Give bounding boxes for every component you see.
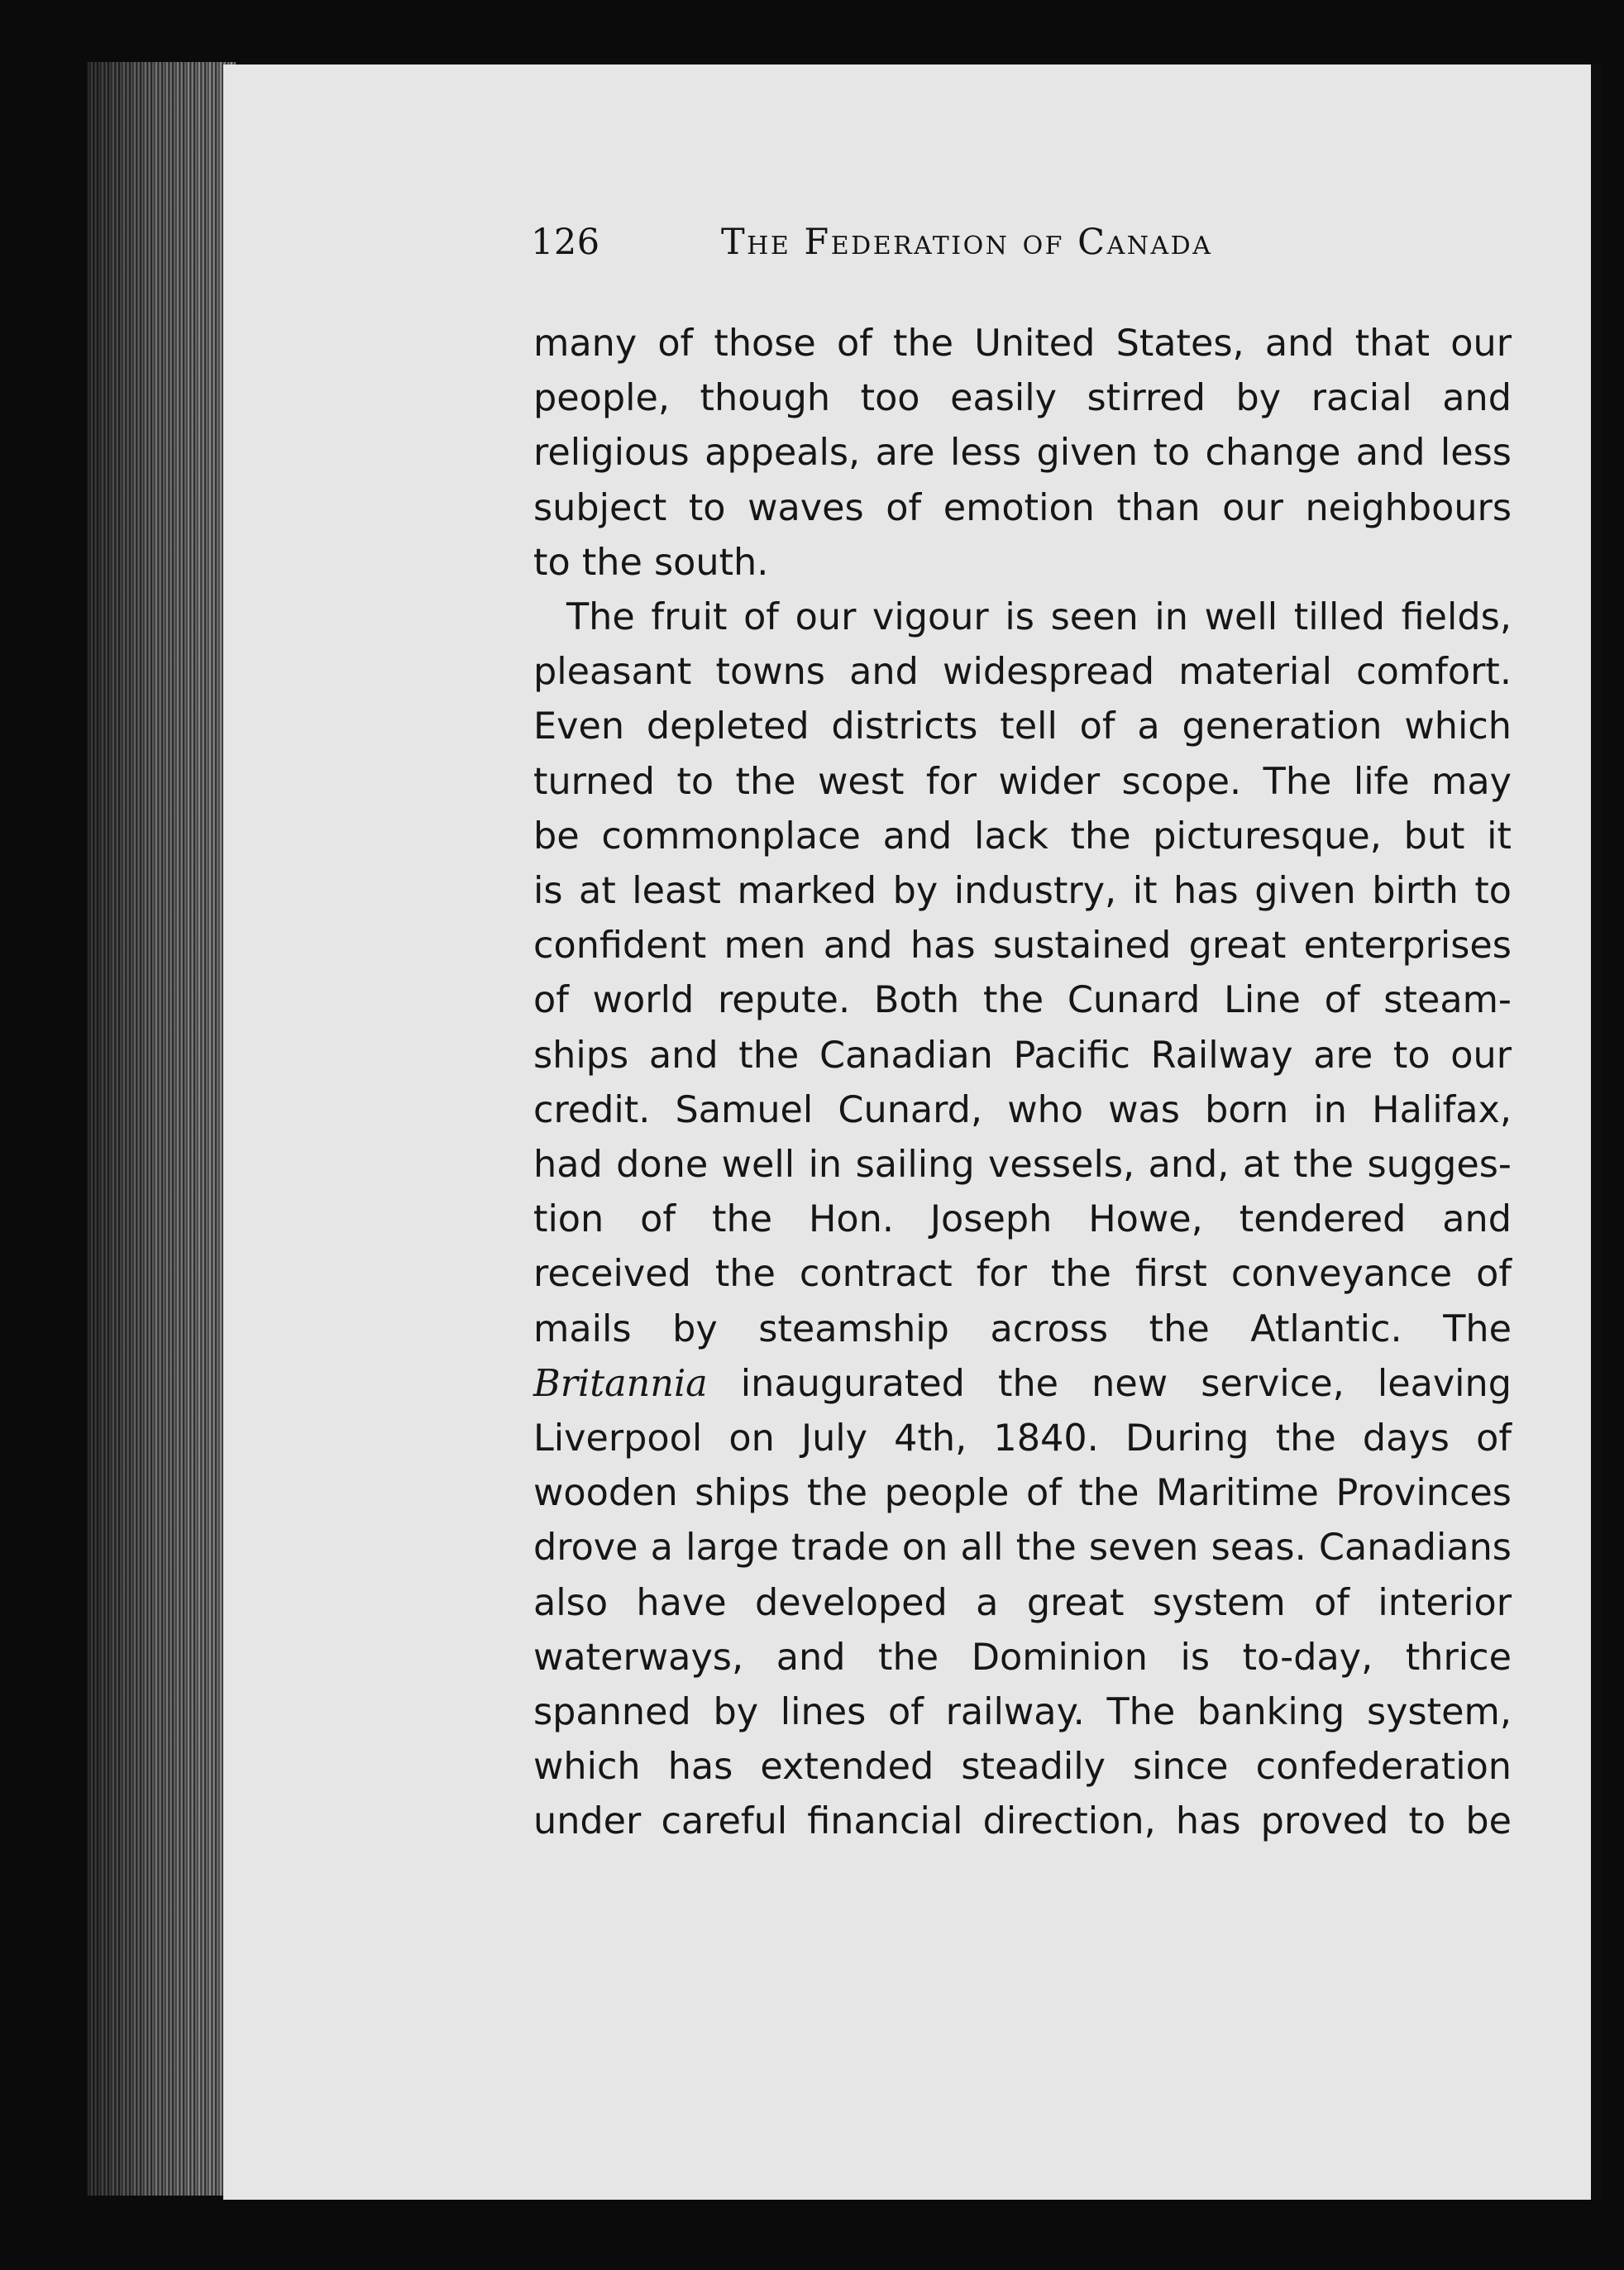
body-text — [533, 317, 1512, 1850]
book-title: The Federation of Canada — [721, 222, 1213, 263]
text-line: which has extended steadily since confederation — [533, 1746, 1512, 1789]
text-line: to the south. — [533, 541, 769, 584]
text-line: turned to the west for wider scope. The life may — [533, 760, 1512, 803]
text-line: is at least marked by industry, it has given birth to — [533, 870, 1512, 913]
text-line-paragraph-start: The fruit of our vigour is seen in well tilled fields, — [566, 596, 1512, 639]
text-line: of world repute. Both the Cunard Line of steam- — [533, 979, 1512, 1022]
text-line: tion of the Hon. Joseph Howe, tendered and — [533, 1198, 1512, 1241]
running-head — [531, 222, 1507, 280]
ship-name-italic: Britannia — [533, 1362, 708, 1405]
text-line: religious appeals, are less given to change and less — [533, 432, 1512, 475]
text-line: Even depleted districts tell of a generation which — [533, 705, 1512, 748]
text-line: mails by steamship across the Atlantic. The — [533, 1307, 1512, 1350]
page-edge-shadow — [87, 62, 236, 2196]
page-number: 126 — [531, 222, 600, 263]
text-line-rest: inaugurated the new service, leaving — [740, 1362, 1512, 1405]
text-line: drove a large trade on all the seven seas. Canadians — [533, 1527, 1512, 1570]
text-line: also have developed a great system of interior — [533, 1581, 1512, 1624]
text-line: ships and the Canadian Pacific Railway are to our — [533, 1034, 1512, 1077]
text-line: spanned by lines of railway. The banking system, — [533, 1691, 1512, 1734]
text-line: waterways, and the Dominion is to-day, thrice — [533, 1636, 1512, 1679]
text-line: confident men and has sustained great enterprises — [533, 925, 1512, 968]
text-line: people, though too easily stirred by racial and — [533, 377, 1512, 420]
text-line: received the contract for the first conveyance of — [533, 1253, 1512, 1296]
text-line: be commonplace and lack the picturesque, but it — [533, 815, 1512, 858]
text-line: subject to waves of emotion than our neighbours — [533, 486, 1512, 529]
text-line: wooden ships the people of the Maritime Provinces — [533, 1472, 1512, 1515]
text-line: had done well in sailing vessels, and, at the sugges- — [533, 1144, 1512, 1187]
text-line: Liverpool on July 4th, 1840. During the days of — [533, 1417, 1512, 1460]
text-line: under careful financial direction, has proved to be — [533, 1800, 1512, 1843]
text-line: many of those of the United States, and that our — [533, 323, 1512, 365]
text-line: pleasant towns and widespread material comfort. — [533, 651, 1512, 694]
text-line: credit. Samuel Cunard, who was born in Halifax, — [533, 1088, 1512, 1131]
text-line-with-italic — [533, 1357, 1512, 1412]
